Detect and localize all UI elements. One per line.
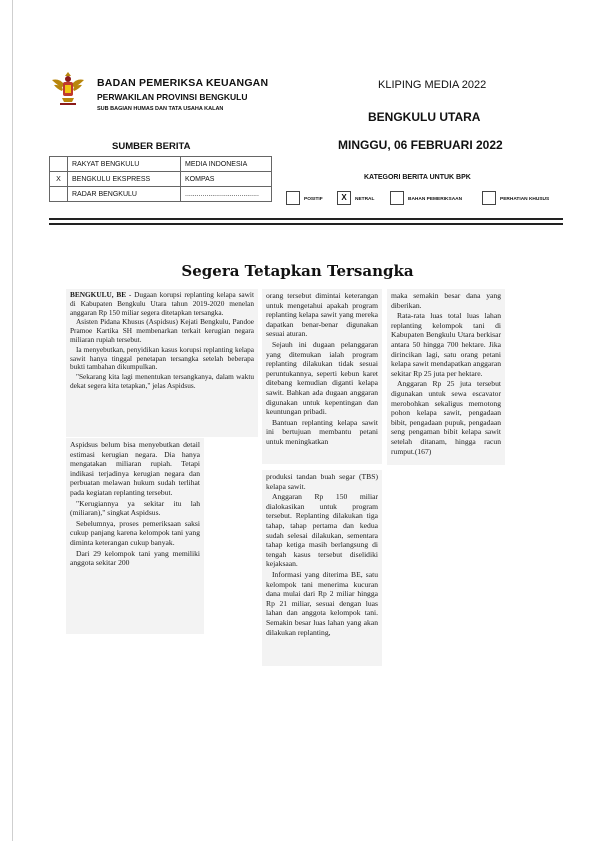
article-clip-col3 (387, 289, 505, 465)
paragraph: Anggaran Rp 25 juta tersebut digunakan untuk sewa escavator merobohkan sekaligus memotong pohon kelapa sawit, pengadaan bibit, pengadaan pupuk, pengadaan seng pengaman bibit kelapa sawit setelah ditanam, hingga racun rumput.(167) (391, 379, 501, 456)
paragraph: Rata-rata luas total luas lahan replanting kelompok tani di Kabupaten Bengkulu Utara berkisar antara 50 hingga 700 hektare. Jika dirincikan lagi, satu orang petani kelapa sawit mendapatkan anggaran sekitar Rp 25 juta per hektare. (391, 311, 501, 378)
bahan-pemeriksaan-label: BAHAN PEMERIKSAAN (408, 197, 463, 202)
paragraph: maka semakin besar dana yang diberikan. (391, 291, 501, 310)
paragraph: Dari 29 kelompok tani yang memiliki anggota sekitar 200 (70, 548, 200, 568)
region-title: BENGKULU UTARA (368, 110, 481, 124)
kategori-title: KATEGORI BERITA UNTUK BPK (364, 174, 471, 181)
source-mark (50, 157, 68, 172)
org-subdivision: SUB BAGIAN HUMAS DAN TATA USAHA KALAN (97, 106, 224, 112)
clipping-date: MINGGU, 06 FEBRUARI 2022 (338, 138, 503, 152)
source-row (50, 157, 272, 172)
paragraph: Sejauh ini dugaan pelanggaran yang ditemukan ialah program replanting dilakukan tidak sesuai peruntukannya, seperti kebun karet ditebang kemudian diganti kelapa sawit. Bahkan ada dugaan anggaran digunakan untuk kepentingan dan keuntungan pribadi. (266, 339, 378, 417)
bahan-pemeriksaan-checkbox (390, 191, 404, 205)
paragraph: - Dugaan korupsi replanting kelapa sawit di Kabupaten Bengkulu Utara tahun 2019-2020 menelan anggaran Rp 150 miliar segera ditetapkan tersangka. (70, 290, 254, 317)
paragraph: "Sekarang kita lagi menentukan tersangkanya, dalam waktu dekat segera kita tetapkan," jelas Aspidsus. (70, 372, 254, 390)
dateline: BENGKULU, BE (70, 290, 127, 299)
article-headline: Segera Tetapkan Tersangka (181, 262, 414, 280)
garuda-emblem-icon (50, 68, 86, 108)
paragraph: Asisten Pidana Khusus (Aspidsus) Kejati Bengkulu, Pandoe Pramoe Kartika SH membenarkan terkait kerugian negara miliaran rupiah tersebut. (70, 317, 254, 344)
paragraph: orang tersebut dimintai keterangan untuk mengetahui apakah program replanting kelapa sawit yang mereka dapatkan benar-benar digunakan sesuai aturan. (266, 291, 378, 339)
paragraph: Aspidsus belum bisa menyebutkan detail estimasi kerugian negara. Dia hanya mengatakan miliaran rupiah. Tetapi indikasi terjadinya kerugian negara dan perbuatan melawan hukum sudah terlihat pada kegiatan replanting tersebut. (70, 440, 200, 497)
source-name: BENGKULU EKSPRESS (68, 172, 181, 187)
header-divider (49, 223, 563, 225)
org-branch: PERWAKILAN PROVINSI BENGKULU (97, 92, 248, 102)
kliping-title: KLIPING MEDIA 2022 (378, 79, 487, 91)
article-clip-col1-top (66, 289, 258, 437)
positif-label: POSITIF (304, 197, 323, 202)
positif-checkbox (286, 191, 300, 205)
source-name: MEDIA INDONESIA (181, 157, 272, 172)
source-name: ...................................... (181, 187, 272, 202)
paragraph: Sebelumnya, proses pemeriksaan saksi cukup panjang karena kelompok tani yang diminta keterangan cukup banyak. (70, 518, 200, 547)
article-clip-col1-bottom (66, 438, 204, 634)
paragraph: "Kerugiannya ya sekitar itu lah (miliaran)," singkat Aspidsus. (70, 498, 200, 518)
perhatian-khusus-label: PERHATIAN KHUSUS (500, 197, 550, 202)
source-table (49, 156, 272, 202)
paragraph: Ia menyebutkan, penyidikan kasus korupsi replanting kelapa sawit hanya tinggal penetapan tersangka setelah beberapa bukti tambahan dikumpulkan. (70, 344, 254, 372)
source-name: RADAR BENGKULU (68, 187, 181, 202)
page-edge (12, 0, 13, 841)
source-mark (50, 187, 68, 202)
paragraph: Bantuan replanting kelapa sawit ini bertujuan membantu petani untuk meningkatkan (266, 417, 378, 446)
netral-checkbox: X (337, 191, 351, 205)
header-divider (49, 218, 563, 220)
paragraph: Informasi yang diterima BE, satu kelompok tani menerima kucuran dana mulai dari Rp 2 miliar hingga Rp 21 miliar, sesuai dengan luas lahan dan anggota kelompok tani. Semakin besar luas lahan yang akan dilakukan replanting, (266, 569, 378, 637)
source-name: RAKYAT BENGKULU (68, 157, 181, 172)
source-row (50, 187, 272, 202)
source-name: KOMPAS (181, 172, 272, 187)
article-clip-col2-bottom (262, 470, 382, 666)
perhatian-khusus-checkbox (482, 191, 496, 205)
article-clip-col2-top (262, 289, 382, 464)
source-mark: X (50, 172, 68, 187)
paragraph: produksi tandan buah segar (TBS) kelapa sawit. (266, 472, 378, 491)
netral-label: NETRAL (355, 197, 375, 202)
paragraph: Anggaran Rp 150 miliar dialokasikan untuk program tersebut. Replanting dilakukan tiga tahap, tahap pertama dan kedua sudah selesai dilakukan, sementara tahap ketiga masih berlangsung di tengah kasus tersebut diselidiki kejaksaan. (266, 492, 378, 569)
sumber-berita-title: SUMBER BERITA (112, 141, 191, 152)
org-name: BADAN PEMERIKSA KEUANGAN (97, 77, 269, 89)
source-row (50, 172, 272, 187)
